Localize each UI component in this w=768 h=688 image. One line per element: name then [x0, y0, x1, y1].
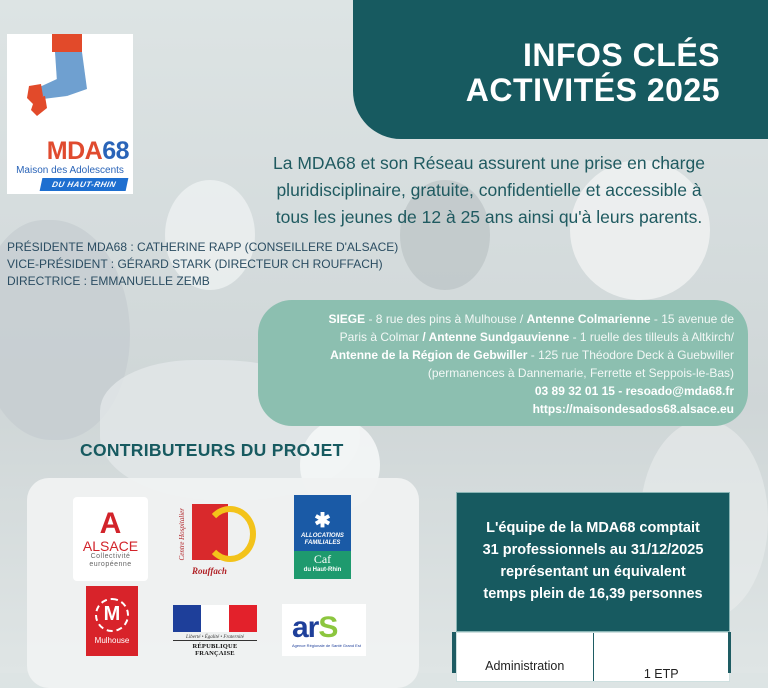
director: DIRECTRICE : EMMANUELLE ZEMB	[7, 274, 210, 288]
team-summary-card: L'équipe de la MDA68 comptait 31 professionnels au 31/12/2025 représentant un équivalent temps plein de 16,39 personnes	[456, 492, 730, 632]
team-table	[456, 632, 730, 682]
contact-link[interactable]: 03 89 32 01 15 - resoado@mda68.fr	[534, 384, 734, 398]
table-border	[728, 632, 731, 673]
title-card	[353, 0, 768, 139]
table-cell-label: Administration	[457, 633, 594, 681]
governance-list	[7, 239, 398, 290]
address-card: SIEGE - 8 rue des pins à Mulhouse / Antenne Colmarienne - 15 avenue de Paris à Colmar / Antenne Sundgauvienne - 1 ruelle des tilleuls à Altkirch/ Antenne de la Région de Gebwiller - 125 rue Théodore Deck à Guebwiller (permanences à Dannemarie, Ferrette et Seppois-le-Bas) 03 89 32 01 15 - resoado@mda68.fr https://maisondesados68.alsace.eu	[258, 300, 748, 426]
flag-icon	[173, 605, 257, 632]
logo-band: DU HAUT-RHIN	[40, 178, 129, 191]
vice-president: VICE-PRÉSIDENT : GÉRARD STARK (DIRECTEUR CH ROUFFACH)	[7, 257, 383, 271]
mda68-logo	[7, 34, 133, 194]
table-cell-value: 1 ETP	[643, 667, 679, 681]
page-title: INFOS CLÉS ACTIVITÉS 2025	[465, 37, 720, 108]
intro-text: La MDA68 et son Réseau assurent une prise en charge pluridisciplinaire, gratuite, confidentielle et accessible à tous les jeunes de 12 à 25 ans ainsi qu'à leurs parents.	[273, 153, 705, 227]
mulhouse-logo: M Mulhouse	[86, 586, 138, 656]
alsace-logo: A ALSACE Collectivité européenne	[73, 497, 148, 581]
logo-subtitle: Maison des Adolescents	[16, 165, 124, 176]
website-link[interactable]: https://maisondesados68.alsace.eu	[532, 402, 734, 416]
family-icon: ✱	[314, 510, 331, 532]
logo-name: MDA68	[46, 137, 129, 165]
caf-logo: ✱ ALLOCATIONS FAMILIALES Caf du Haut-Rhin	[294, 495, 351, 579]
gear-icon: M	[95, 598, 129, 632]
ch-rouffach-logo: Centre Hospitalier Rouffach	[178, 500, 264, 580]
jumping-teen-icon	[27, 34, 112, 134]
republique-francaise-logo: Liberté • Égalité • Fraternité RÉPUBLIQUE FRANÇAISE	[172, 605, 258, 657]
contributors-title: CONTRIBUTEURS DU PROJET	[80, 440, 344, 460]
ars-logo: arS Agence Régionale de Santé Grand Est	[282, 604, 366, 656]
president: PRÉSIDENTE MDA68 : CATHERINE RAPP (CONSEILLERE D'ALSACE)	[7, 240, 399, 254]
